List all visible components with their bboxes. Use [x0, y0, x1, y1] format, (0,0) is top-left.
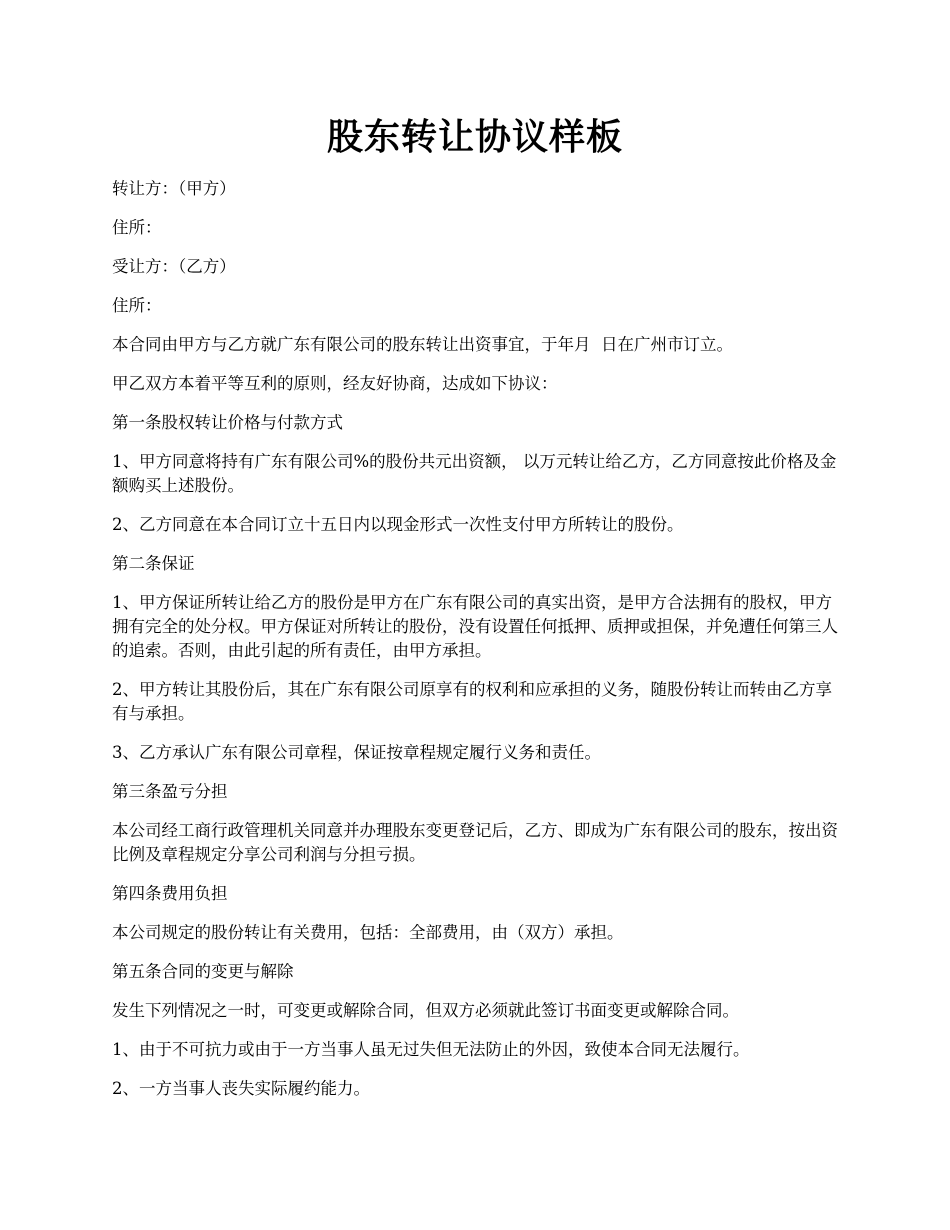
article-2-clause-1: 1、甲方保证所转让给乙方的股份是甲方在广东有限公司的真实出资，是甲方合法拥有的股权，甲方拥有完全的处分权。甲方保证对所转让的股份，没有设置任何抵押、质押或担保，并免遭任何第三人的追索。否则，由此引起的所有责任，由甲方承担。: [112, 593, 838, 660]
article-3-heading: 第三条盈亏分担: [112, 782, 228, 801]
document-title: 股东转让协议样板: [326, 116, 623, 158]
article-1-heading: 第一条股权转让价格与付款方式: [112, 413, 343, 432]
intro-paragraph: 本合同由甲方与乙方就广东有限公司的股东转让出资事宜，于年月 日在广州市订立。: [112, 335, 733, 354]
article-1-clause-2: 2、乙方同意在本合同订立十五日内以现金形式一次性支付甲方所转让的股份。: [112, 515, 684, 534]
article-5-heading: 第五条合同的变更与解除: [112, 962, 294, 981]
transferee-line: 受让方：（乙方）: [112, 257, 236, 276]
document-body: [112, 177, 842, 1116]
transferor-line: 转让方：（甲方）: [112, 179, 236, 198]
article-3-body: 本公司经工商行政管理机关同意并办理股东变更登记后，乙方、即成为广东有限公司的股东，按出资比例及章程规定分享公司利润与分担亏损。: [112, 821, 838, 864]
article-5-clause-2: 2、一方当事人丧失实际履约能力。: [112, 1079, 370, 1098]
article-5-clause-1: 1、由于不可抗力或由于一方当事人虽无过失但无法防止的外因，致使本合同无法履行。: [112, 1040, 750, 1059]
article-1-clause-1: 1、甲方同意将持有广东有限公司%的股份共元出资额， 以万元转让给乙方，乙方同意按此价格及金额购买上述股份。: [112, 452, 837, 495]
article-5-body: 发生下列情况之一时，可变更或解除合同，但双方必须就此签订书面变更或解除合同。: [112, 1001, 739, 1020]
article-4-body: 本公司规定的股份转让有关费用，包括：全部费用，由（双方）承担。: [112, 923, 624, 942]
agreement-basis-paragraph: 甲乙双方本着平等互利的原则，经友好协商，达成如下协议：: [112, 374, 558, 393]
transferor-address-line: 住所：: [112, 218, 162, 237]
transferee-address-line: 住所：: [112, 296, 162, 315]
article-2-clause-3: 3、乙方承认广东有限公司章程，保证按章程规定履行义务和责任。: [112, 743, 601, 762]
article-4-heading: 第四条费用负担: [112, 884, 228, 903]
article-2-heading: 第二条保证: [112, 554, 195, 573]
article-2-clause-2: 2、甲方转让其股份后，其在广东有限公司原享有的权利和应承担的义务，随股份转让而转由乙方享有与承担。: [112, 680, 832, 723]
